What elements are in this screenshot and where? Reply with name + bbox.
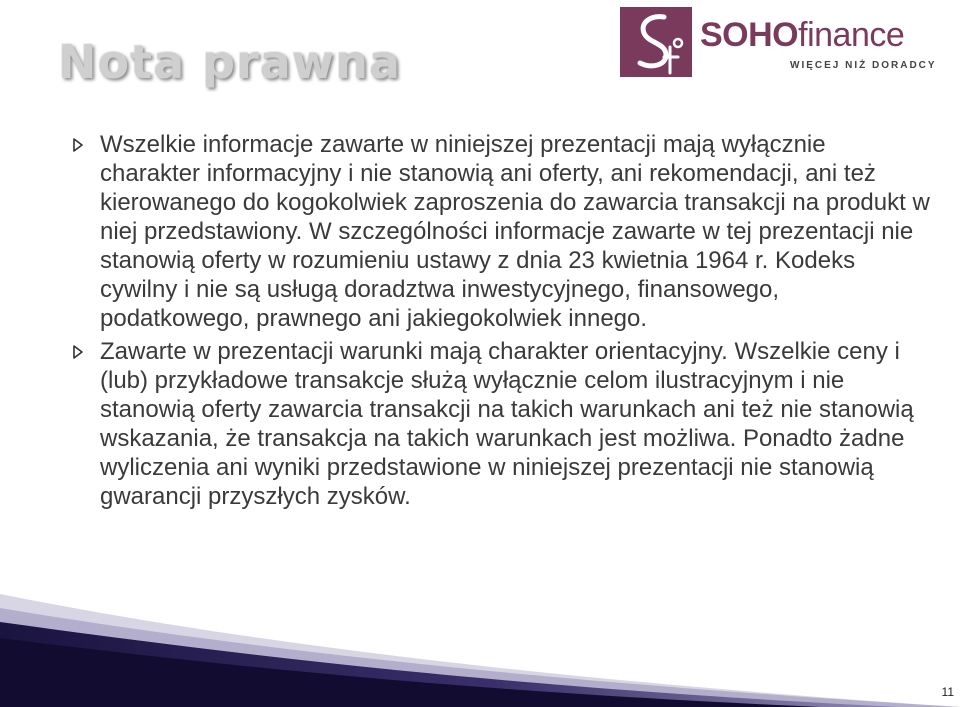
bullet-item [72, 337, 932, 511]
bullet-item [72, 130, 932, 333]
bullet-text: Wszelkie informacje zawarte w niniejszej prezentacji mają wyłącznie charakter informacyjny i nie stanowią ani oferty, ani rekomendacji, ani też kierowanego do kogokolwiek zaproszenia do zawarcia transakcji na produkt w niej przedstawiony. W szczególności informacje zawarte w tej prezentacji nie stanowią oferty w rozumieniu ustawy z dnia 23 kwietnia 1964 r. Kodeks cywilny i nie są usługą doradztwa inwestycyjnego, finansowego, podatkowego, prawnego ani jakiegokolwiek innego. [100, 131, 930, 332]
bullet-text: Zawarte w prezentacji warunki mają charakter orientacyjny. Wszelkie ceny i (lub) przykładowe transakcje służą wyłącznie celom ilustracyjnym i nie stanowią oferty zawarcia transakcji na takich warunkach ani też nie stanowią wskazania, że transakcja na takich warunkach jest możliwa. Ponadto żadne wyliczenia ani wyniki przedstawione w niniejszej prezentacji nie stanowią gwarancji przyszłych zysków. [100, 338, 914, 510]
triangle-right-icon [72, 345, 84, 359]
company-logo [620, 7, 956, 77]
page-number: 11 [941, 685, 954, 699]
logo-wordmark [700, 17, 904, 53]
logo-mark-icon [620, 7, 692, 77]
logo-tagline: WIĘCEJ NIŻ DORADCY [790, 60, 937, 71]
triangle-right-icon [72, 138, 84, 152]
bullet-list [72, 130, 932, 511]
logo-brand-finance: finance [798, 16, 905, 54]
page-title: Nota prawna [58, 35, 402, 89]
logo-brand-soho: SOHO [700, 16, 799, 54]
decorative-swoosh [0, 578, 960, 707]
